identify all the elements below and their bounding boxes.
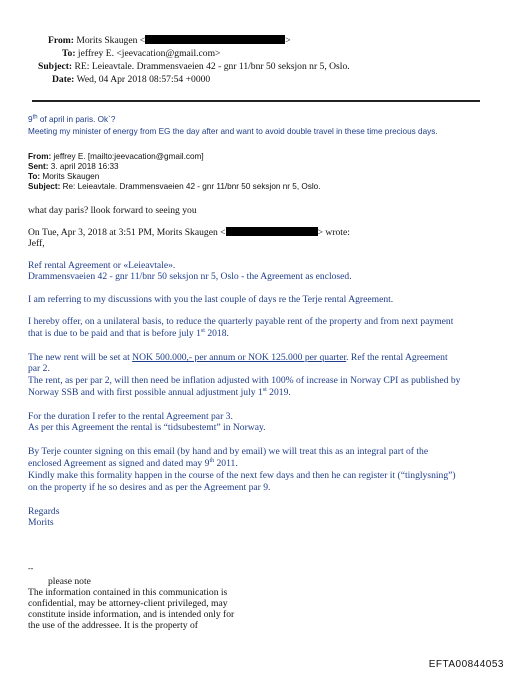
header-subject-row xyxy=(38,61,350,72)
quoted-subject-row: Subject: Re: Leieavtale. Drammensvaeien 42 - gnr 11/bnr 50 seksjon nr 5, Oslo. xyxy=(28,182,321,191)
notice-line1: please note xyxy=(48,576,91,587)
header-to-row xyxy=(62,48,220,59)
body-p6-line3: Kindly make this formality happen in the course of the next few days and then he can register it (“tinglysning”) xyxy=(28,470,456,481)
body-p4-line4: Norway SSB and with first possible annual adjustment july 1st 2019. xyxy=(28,386,291,398)
body-p3-line2: that is due to be paid and that is before july 1st 2018. xyxy=(28,327,229,339)
header-from-tail: > xyxy=(285,35,291,46)
body-p5-line2: As per this Agreement the rental is “tidsubestemt” in Norway. xyxy=(28,422,266,433)
on-wrote-line: On Tue, Apr 3, 2018 at 3:51 PM, Morits Skaugen < > wrote: xyxy=(28,227,350,238)
body-p4-line2: par 2. xyxy=(28,363,50,374)
header-subject-label: Subject: xyxy=(38,61,73,72)
body-p5-line1: For the duration I refer to the rental Agreement par 3. xyxy=(28,411,233,422)
quoted-to-row: To: Morits Skaugen xyxy=(28,172,100,181)
salutation: Jeff, xyxy=(28,238,45,249)
body-p3-line1: I hereby offer, on a unilateral basis, to reduce the quarterly payable rent of the property and from next payment xyxy=(28,316,454,327)
body-p6-line4: on the property if he so desires and as per the Agreement par 9. xyxy=(28,482,271,493)
notice-line4: constitute inside information, and is intended only for xyxy=(28,609,235,620)
redaction-bar xyxy=(226,227,318,236)
header-from-row xyxy=(48,35,291,46)
header-date-row xyxy=(52,74,210,85)
body-p2: I am referring to my discussions with you the last couple of days re the Terje rental Agreement. xyxy=(28,294,394,305)
header-date-value: Wed, 04 Apr 2018 08:57:54 +0000 xyxy=(76,74,211,85)
signoff-name: Morits xyxy=(28,517,54,528)
header-from-value: Morits Skaugen < xyxy=(76,35,146,46)
notice-line2: The information contained in this communication is xyxy=(28,587,228,598)
header-subject-value: RE: Leieavtale. Drammensvaeien 42 - gnr 11/bnr 50 seksjon nr 5, Oslo. xyxy=(74,61,350,72)
document-id: EFTA00844053 xyxy=(428,659,504,670)
jeff-message: what day paris? llook forward to seeing you xyxy=(28,205,197,216)
body-p1-line2: Drammensvaeien 42 - gnr 11/bnr 50 seksjon nr 5, Oslo - the Agreement as enclosed. xyxy=(28,271,352,282)
reply-line-2: Meeting my minister of energy from EG the day after and want to avoid double travel in these time precious days. xyxy=(28,127,438,136)
body-p1-line1: Ref rental Agreement or «Leieavtale». xyxy=(28,260,176,271)
header-date-label: Date: xyxy=(52,74,75,85)
reply-line-1: 9th of april in paris. Ok`? xyxy=(28,114,116,124)
header-from-label: From: xyxy=(48,35,74,46)
redaction-bar xyxy=(145,35,285,44)
notice-line5: the use of the addressee. It is the property of xyxy=(28,620,198,631)
header-to-label: To: xyxy=(62,48,76,59)
header-divider xyxy=(32,100,480,102)
regards: Regards xyxy=(28,506,60,517)
body-p4-line1: The new rent will be set at NOK 500.000,- per annum or NOK 125.000 per quarter. Ref the rental Agreement xyxy=(28,352,448,363)
notice-line3: confidential, may be attorney-client privileged, may xyxy=(28,598,228,609)
signature-separator: -- xyxy=(28,564,34,573)
header-to-value: jeffrey E. <jeevacation@gmail.com> xyxy=(77,48,221,59)
body-p6-line2: enclosed Agreement as signed and dated may 9th 2011. xyxy=(28,457,238,469)
body-p6-line1: By Terje counter signing on this email (by hand and by email) we will treat this as an integral part of the xyxy=(28,446,429,457)
quoted-sent-row: Sent: 3. april 2018 16:33 xyxy=(28,162,119,171)
quoted-from-row: From: jeffrey E. [mailto:jeevacation@gmail.com] xyxy=(28,152,204,161)
body-p4-line3: The rent, as per par 2, will then need be inflation adjusted with 100% of increase in Norway CPI as published by xyxy=(28,375,461,386)
rent-amount: NOK 500.000,- per annum or NOK 125.000 per quarter xyxy=(132,352,347,363)
